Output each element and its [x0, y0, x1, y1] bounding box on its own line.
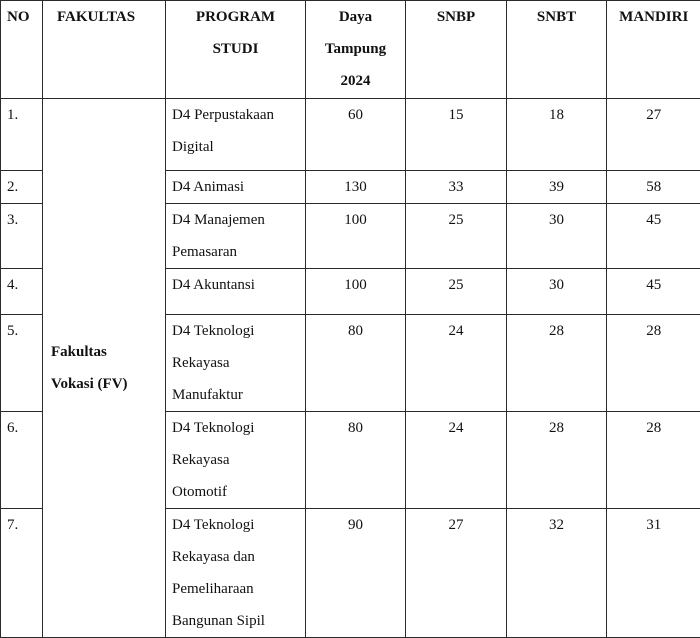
snbp-cell: 15: [406, 99, 507, 171]
program-studi-line: Manufaktur: [172, 379, 305, 411]
program-studi-cell: [166, 315, 306, 412]
header-row: [1, 1, 700, 99]
fakultas-cell: [43, 99, 166, 638]
mandiri-cell: 45: [607, 269, 700, 315]
program-studi-line: Digital: [172, 131, 305, 163]
header-daya-line2: Tampung: [306, 33, 405, 65]
program-studi-line: Rekayasa dan: [172, 541, 305, 573]
header-fakultas: FAKULTAS: [43, 1, 166, 99]
snbt-cell: 28: [507, 315, 607, 412]
program-studi-line: D4 Teknologi: [172, 315, 305, 347]
snbp-cell: 24: [406, 412, 507, 509]
snbt-cell: 28: [507, 412, 607, 509]
header-program-studi: [166, 1, 306, 99]
row-no: 5.: [1, 315, 43, 412]
program-studi-line: D4 Teknologi: [172, 412, 305, 444]
row-no: 6.: [1, 412, 43, 509]
program-studi-cell: [166, 509, 306, 638]
header-daya-tampung: [306, 1, 406, 99]
row-no: 2.: [1, 171, 43, 204]
snbt-cell: 32: [507, 509, 607, 638]
row-no: 7.: [1, 509, 43, 638]
program-studi-line: Rekayasa: [172, 444, 305, 476]
snbp-cell: 33: [406, 171, 507, 204]
program-studi-line: Otomotif: [172, 476, 305, 508]
mandiri-cell: 28: [607, 412, 700, 509]
program-studi-line: D4 Akuntansi: [172, 269, 305, 301]
program-studi-cell: [166, 412, 306, 509]
program-studi-line: D4 Manajemen: [172, 204, 305, 236]
program-studi-cell: [166, 269, 306, 315]
snbt-cell: 30: [507, 204, 607, 269]
mandiri-cell: 58: [607, 171, 700, 204]
row-no: 1.: [1, 99, 43, 171]
snbt-cell: 39: [507, 171, 607, 204]
mandiri-cell: 27: [607, 99, 700, 171]
fakultas-line1: Fakultas: [51, 336, 165, 368]
row-no: 3.: [1, 204, 43, 269]
program-studi-cell: [166, 99, 306, 171]
snbp-cell: 25: [406, 204, 507, 269]
header-program-line1: PROGRAM: [166, 1, 305, 33]
daya-tampung-cell: 80: [306, 412, 406, 509]
program-studi-line: D4 Animasi: [172, 171, 305, 203]
header-snbt: SNBT: [507, 1, 607, 99]
daya-tampung-cell: 100: [306, 269, 406, 315]
program-studi-line: D4 Teknologi: [172, 509, 305, 541]
daya-tampung-cell: 80: [306, 315, 406, 412]
header-daya-line1: Daya: [306, 1, 405, 33]
table-row: [1, 99, 700, 171]
snbt-cell: 30: [507, 269, 607, 315]
header-daya-line3: 2024: [306, 65, 405, 97]
program-studi-cell: [166, 204, 306, 269]
row-no: 4.: [1, 269, 43, 315]
snbp-cell: 24: [406, 315, 507, 412]
program-studi-line: Pemasaran: [172, 236, 305, 268]
daya-tampung-cell: 60: [306, 99, 406, 171]
header-no: NO: [1, 1, 43, 99]
fakultas-line2: Vokasi (FV): [51, 368, 165, 400]
program-studi-line: Rekayasa: [172, 347, 305, 379]
daya-tampung-cell: 90: [306, 509, 406, 638]
program-studi-line: Bangunan Sipil: [172, 605, 305, 637]
mandiri-cell: 45: [607, 204, 700, 269]
snbp-cell: 25: [406, 269, 507, 315]
snbt-cell: 18: [507, 99, 607, 171]
program-studi-line: D4 Perpustakaan: [172, 99, 305, 131]
program-studi-cell: [166, 171, 306, 204]
daya-tampung-cell: 100: [306, 204, 406, 269]
header-program-line2: STUDI: [166, 33, 305, 65]
mandiri-cell: 28: [607, 315, 700, 412]
daya-tampung-cell: 130: [306, 171, 406, 204]
program-studi-line: Pemeliharaan: [172, 573, 305, 605]
snbp-cell: 27: [406, 509, 507, 638]
header-mandiri: MANDIRI: [607, 1, 700, 99]
header-snbp: SNBP: [406, 1, 507, 99]
mandiri-cell: 31: [607, 509, 700, 638]
